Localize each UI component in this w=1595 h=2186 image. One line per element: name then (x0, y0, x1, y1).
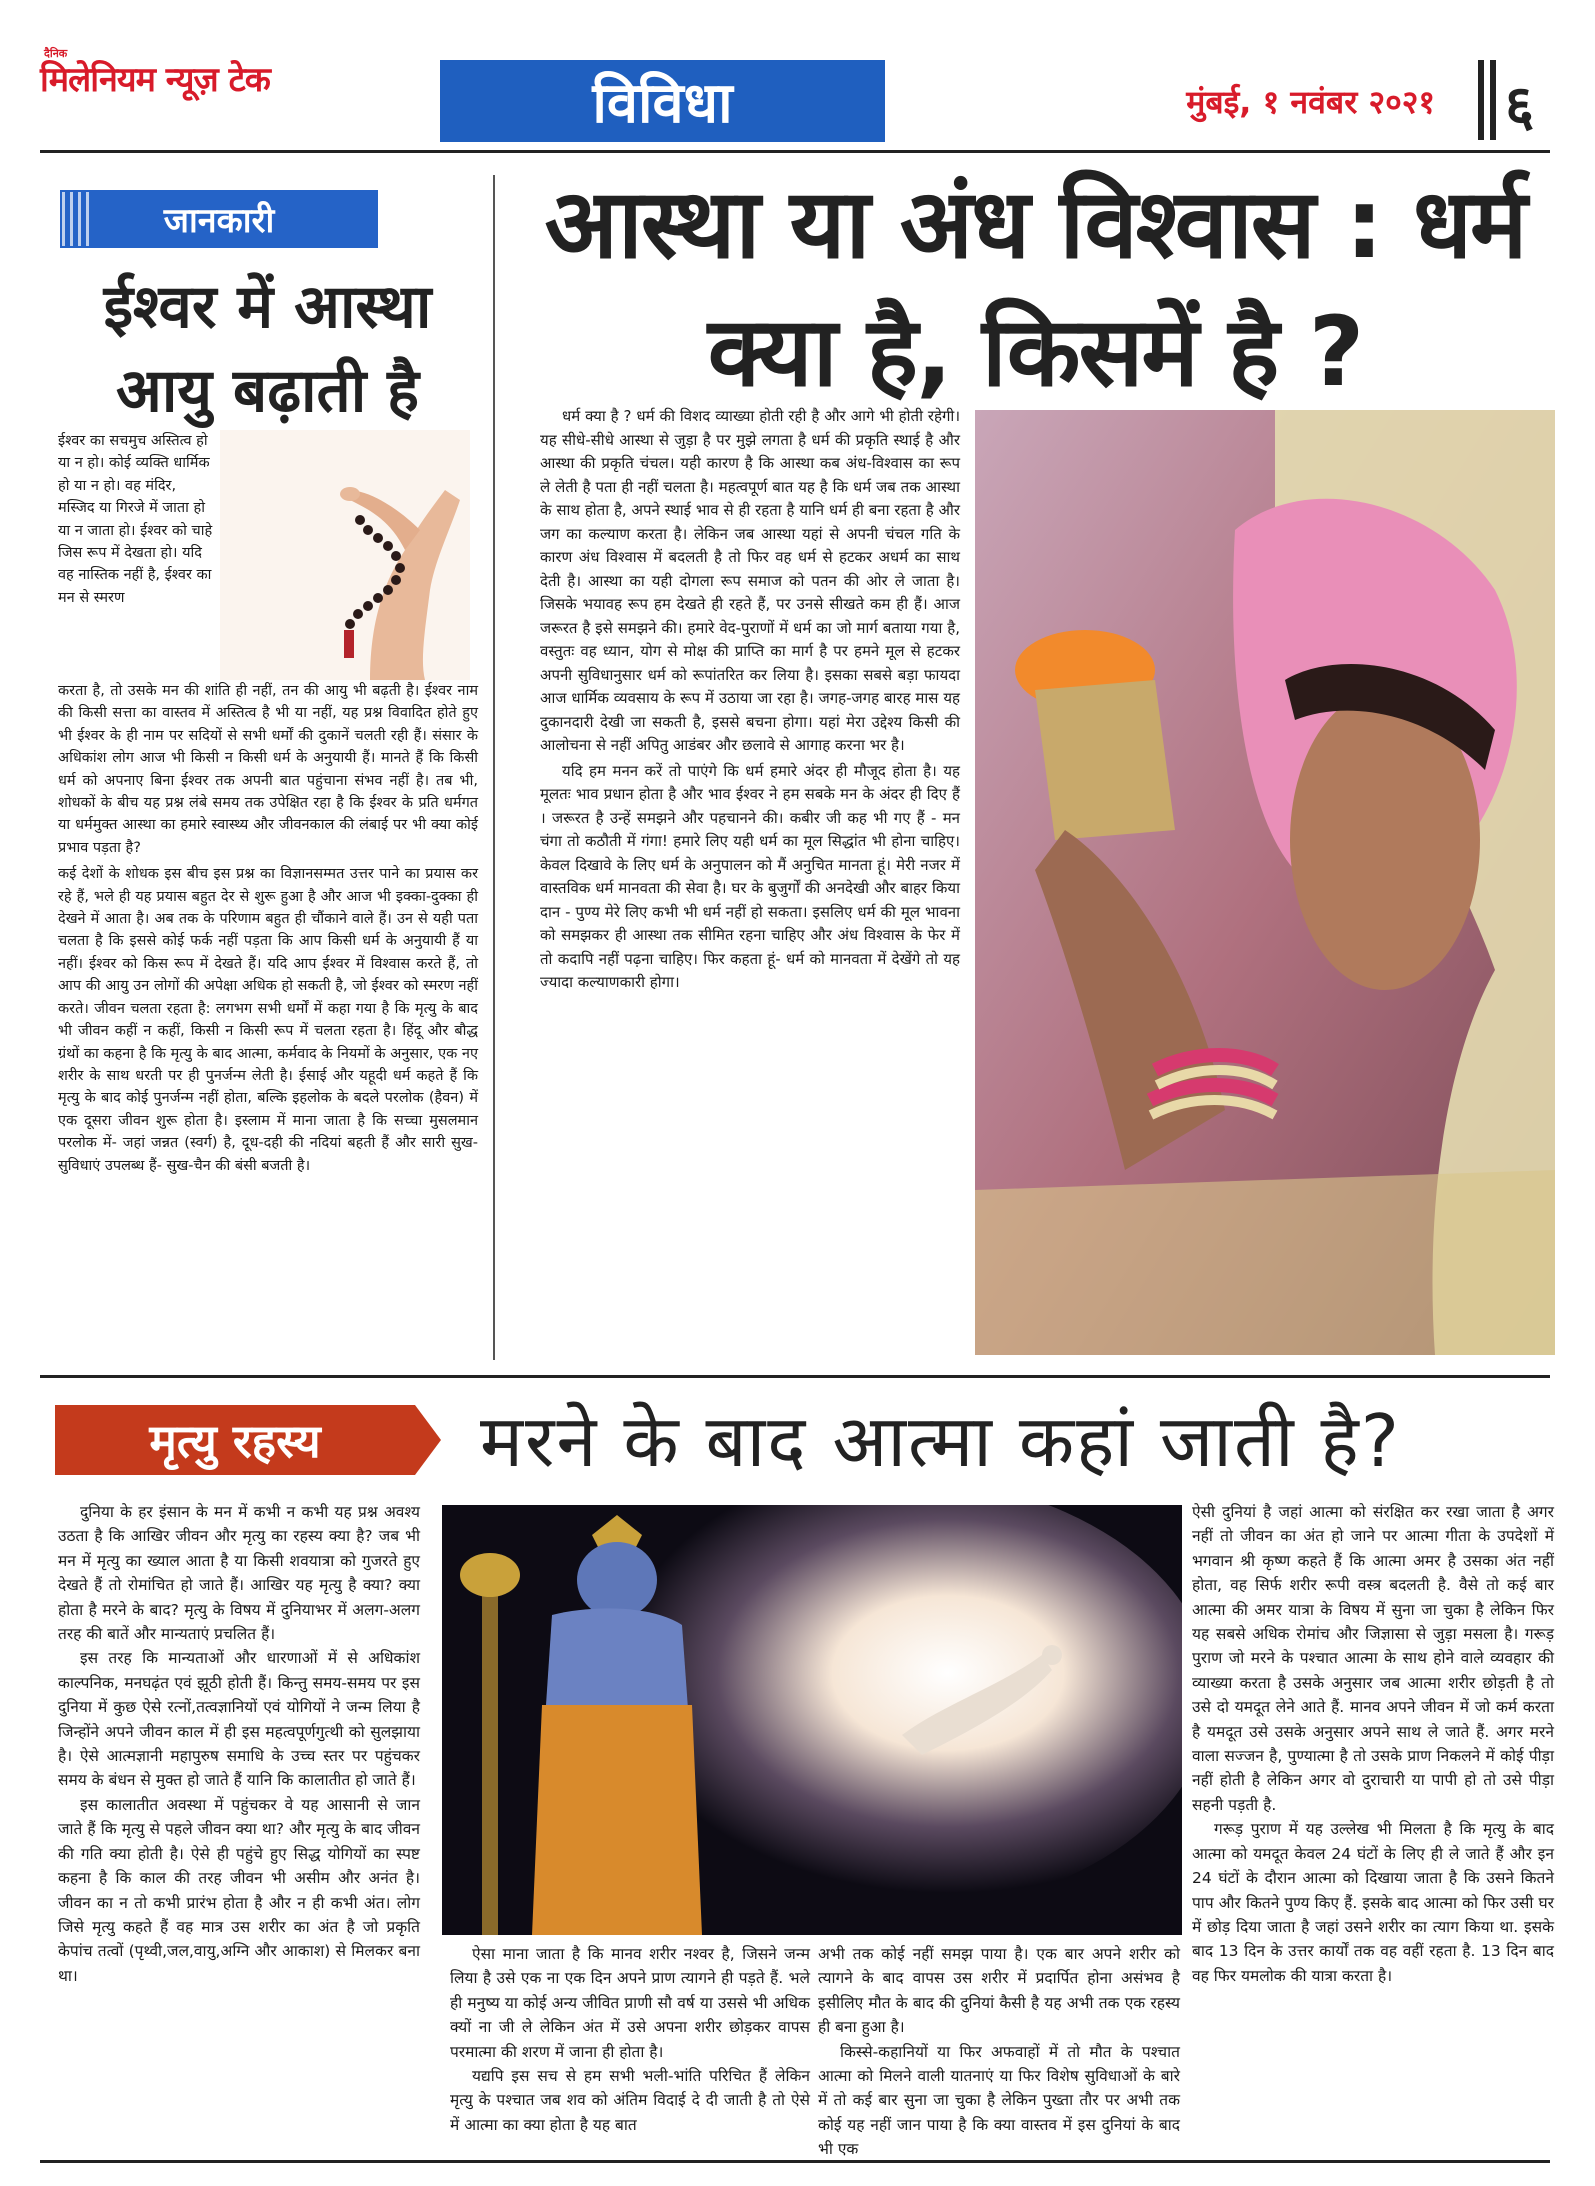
section-rule (40, 1375, 1550, 1378)
page-divider (1490, 60, 1496, 140)
mrityu-paragraph: इस कालातीत अवस्था में पहुंचकर वे यह आसानी से जान जाते हैं कि मृत्यु से पहले जीवन क्या था? और मृत्यु के बाद जीवन की गति क्या होती है। ऐसे ही पहुंचे हुए सिद्ध योगियों का स्पष्ट कहना है कि काल की तरह जीवन भी असीम और अनंत है। जीवन का न तो कभी प्रारंभ होता है और न ही कभी अंत। लोग जिसे मृत्यु कहते हैं वह मात्र उस शरीर का अंत है जो प्रकृति केपांच तत्वों (पृथ्वी,जल,वायु,अग्नि और आकाश) से मिलकर बना था। (58, 1795, 420, 1985)
main-article-body (540, 405, 960, 997)
paper-prefix: दैनिक (44, 47, 68, 60)
mrityu-paragraph: ऐसा माना जाता है कि मानव शरीर नश्वर है, जिसने जन्म लिया है उसे एक ना एक दिन अपने प्राण त्यागने ही पड़ते हैं. भले ही मनुष्य या कोई अन्य जीवित प्राणी सौ वर्ष या उससे भी अधिक क्यों ना जी ले लेकिन अंत में उसे अपना शरीर छोड़कर वापस परमात्मा की शरण में जाना ही होता है। (450, 1945, 810, 2061)
mrityu-paragraph: अभी तक कोई नहीं समझ पाया है। एक बार अपने शरीर को त्यागने के बाद वापस उस शरीर में प्रदार्पित होना असंभव है इसीलिए मौत के बाद की दुनियां कैसी है यह अभी तक एक रहस्य ही बना हुआ है। (818, 1945, 1180, 2037)
sidebar-headline-line1: ईश्वर में आस्था (103, 272, 432, 342)
tag-arrow (415, 1405, 441, 1475)
main-paragraph: धर्म क्या है ? धर्म की विशद व्याख्या होती रही है और आगे भी होती रहेगी। यह सीधे-सीधे आस्था से जुड़ा है पर मुझे लगता है धर्म की प्रकृति स्थाई है और आस्था की प्रकृति चंचल। यही कारण है कि आस्था कब अंध-विश्वास का रूप ले लेती है पता ही नहीं चलता है। महत्वपूर्ण बात यह है कि धर्म जब तक आस्था के साथ होता है, अपने स्थाई भाव से ही रहता है यानि धर्म ही बना रहता है और जग का कल्याण करता है। लेकिन जब आस्था यहां से अपनी चंचल गति के कारण अंध विश्वास में बदलती है तो फिर वह धर्म से हटकर अधर्म का साथ देती है। आस्था का यही दोगला रूप समाज को पतन की ओर ले जाता है। जिसके भयावह रूप हम देखते ही रहते हैं, पर उनसे सीखते कम ही हैं। आज जरूरत है इसे समझने की। हमारे वेद-पुराणों में धर्म का जो मार्ग बताया गया है, वस्तुतः वह ध्यान, योग से मोक्ष की प्राप्ति का मार्ग है पर हमने मूल से हटकर अपनी सुविधानुसार धर्म को रूपांतरित कर लिया है। इसका सबसे बड़ा फायदा आज धार्मिक व्यवसाय के रूप में उठाया जा रहा है। जगह-जगह बारह मास यह दुकानदारी देखी जा सकती है, इससे बचना होगा। यहां मेरा उद्देश्य किसी की आलोचना से नहीं अपितु आडंबर और छलावे से आगाह करना भर है। (540, 407, 960, 754)
mrityu-paragraph: दुनिया के हर इंसान के मन में कभी न कभी यह प्रश्न अवश्य उठता है कि आखिर जीवन और मृत्यु का रहस्य क्या है? जब भी मन में मृत्यु का ख्याल आता है या किसी शवयात्रा को गुजरते हुए देखते हैं तो रोमांचित हो जाते हैं। आखिर यह मृत्यु है क्या? क्या होता है मरने के बाद? मृत्यु के विषय में दुनियाभर में अलग-अलग तरह की बातें और मान्यताएं प्रचलित हैं। (58, 1503, 420, 1644)
dateline: मुंबई, १ नवंबर २०२१ (1186, 83, 1435, 121)
main-headline-line1: आस्था या अंध विश्वास : धर्म (544, 168, 1526, 280)
sidebar-headline (55, 265, 480, 433)
sidebar-headline-line2: आयु बढ़ाती है (115, 356, 420, 426)
header-rule (40, 150, 1550, 153)
footer-rule (40, 2160, 1550, 2163)
sidebar-body (58, 680, 478, 1181)
page-divider (1478, 60, 1484, 140)
meditation-hand-photo (220, 430, 470, 680)
main-paragraph: यदि हम मनन करें तो पाएंगे कि धर्म हमारे अंदर ही मौजूद होता है। यह मूलतः भाव प्रधान होता है और भाव ईश्वर ने हम सबके मन के अंदर ही दिए हैं । जरूरत है उन्हें समझने और पहचानने की। कबीर जी कह भी गए हैं - मन चंगा तो कठौती में गंगा! हमारे लिए यही धर्म का मूल सिद्धांत भी होना चाहिए। केवल दिखावे के लिए धर्म के अनुपालन को मैं अनुचित मानता हूं। मेरी नजर में वास्तविक धर्म मानवता की सेवा है। घर के बुजुर्गों की अनदेखी और बाहर किया दान - पुण्य मेरे लिए कभी भी धर्म नहीं हो सकता। इसलिए धर्म की मूल भावना को समझकर ही आस्था तक सीमित रहना चाहिए और अंध विश्वास के फेर में तो कदापि नहीं पढ़ना चाहिए। फिर कहता हूं- धर्म को मानवता में देखेंगे तो यह ज्यादा कल्याणकारी होगा। (540, 761, 960, 991)
section-title: विविधा (440, 60, 885, 142)
mrityu-paragraph: ऐसी दुनियां है जहां आत्मा को संरक्षित कर रखा जाता है अगर नहीं तो जीवन का अंत हो जाने पर आत्मा गीता के उपदेशों में भगवान श्री कृष्ण कहते हैं कि आत्मा अमर है उसका अंत नहीं होता, वह सिर्फ शरीर रूपी वस्त्र बदलती है. वैसे तो कई बार आत्मा की अमर यात्रा के विषय में सुना जा चुका है लेकिन फिर यह सबसे अधिक रोमांच और जिज्ञासा से जुड़ा मसला है। गरूड़ पुराण जो मरने के पश्चात आत्मा के साथ होने वाले व्यवहार की व्याख्या करता है उसके अनुसार जब आत्मा शरीर छोड़ती है तो उसे दो यमदूत लेने आते हैं. मानव अपने जीवन में जो कर्म करता है यमदूत उसे उसके अनुसार अपने साथ ले जाते हैं. अगर मरने वाला सज्जन है, पुण्यात्मा है तो उसके प्राण निकलने में कोई पीड़ा नहीं होती है लेकिन अगर वो दुराचारी या पापी हो तो उसे पीड़ा सहनी पड़ती है. (1192, 1503, 1554, 1814)
mrityu-column-1 (58, 1500, 420, 1988)
sidebar-paragraph: करता है, तो उसके मन की शांति ही नहीं, तन की आयु भी बढ़ती है। ईश्वर नाम की किसी सत्ता का वास्तव में अस्तित्व है भी या नहीं, यह प्रश्न विवादित होते हुए भी ईश्वर के ही नाम पर सदियों से सभी धर्मों की दुकानें चलती रही हैं। संसार के अधिकांश लोग आज भी किसी न किसी धर्म के अनुयायी हैं। मानते हैं कि किसी धर्म को अपनाए बिना ईश्वर तक अपनी बात पहुंचाना संभव नहीं है। तब भी, शोधकों के बीच यह प्रश्न लंबे समय तक उपेक्षित रहा है कि ईश्वर के प्रति धर्मगत या धर्ममुक्त आस्था का हमारे स्वास्थ्य और जीवनकाल की लंबाई पर भी क्या कोई प्रभाव पड़ता है? (58, 683, 478, 856)
main-headline (520, 160, 1550, 416)
mrityu-headline: मरने के बाद आत्मा कहां जाती है? (480, 1399, 1401, 1483)
jankari-tag: जानकारी (60, 190, 378, 248)
mrityu-column-3 (818, 1942, 1180, 2162)
mrityu-column-2 (450, 1942, 810, 2137)
mrityu-tag: मृत्यु रहस्य (55, 1405, 415, 1475)
mrityu-paragraph: गरूड़ पुराण में यह उल्लेख भी मिलता है कि मृत्यु के बाद आत्मा को यमदूत केवल 24 घंटों के लिए ही ले जाते हैं और इन 24 घंटों के दौरान आत्मा को दिखाया जाता है कि उसने कितने पाप और कितने पुण्य किए हैं. इसके बाद आत्मा को फिर उसी घर में छोड़ दिया जाता है जहां उसने शरीर का त्याग किया था. इसके बाद 13 दिन के उत्तर कार्यों तक वह वहीं रहता है. 13 दिन बाद वह फिर यमलोक की यात्रा करता है। (1192, 1820, 1554, 1985)
column-divider (493, 175, 495, 1360)
sidebar-paragraph: कई देशों के शोधक इस बीच इस प्रश्न का विज्ञानसम्मत उत्तर पाने का प्रयास कर रहे हैं, भले ही यह प्रयास बहुत देर से शुरू हुआ है और आज भी इक्का-दुक्का ही देखने में आता है। अब तक के परिणाम बहुत ही चौंकाने वाले हैं। उन से यही पता चलता है कि इससे कोई फर्क नहीं पड़ता कि आप किसी धर्म के अनुयायी हैं या नहीं। ईश्वर को किस रूप में देखते हैं। यदि आप ईश्वर में विश्वास करते हैं, तो आप की आयु उन लोगों की अपेक्षा अधिक हो सकती है, जो ईश्वर को स्मरण नहीं करते। जीवन चलता रहता है: लगभग सभी धर्मों में कहा गया है कि मृत्यु के बाद भी जीवन कहीं न कहीं, किसी न किसी रूप में चलता रहता है। हिंदू और बौद्ध ग्रंथों का कहना है कि मृत्यु के बाद आत्मा, कर्मवाद के नियमों के अनुसार, एक नए शरीर के साथ धरती पर ही पुनर्जन्म लेती है। ईसाई और यहूदी धर्म कहते हैं कि मृत्यु के बाद कोई पुनर्जन्म नहीं होता, बल्कि इहलोक के बदले परलोक (हैवन) में एक दूसरा जीवन शुरू होता है। इस्लाम में माना जाता है कि सच्चा मुसलमान परलोक में- जहां जन्नत (स्वर्ग) है, दूध-दही की नदियां बहती हैं और सारी सुख-सुविधाएं उपलब्ध हैं- सुख-चैन की बंसी बजती है। (58, 866, 478, 1174)
main-headline-line2: क्या है, किसमें है ? (707, 296, 1363, 408)
mrityu-paragraph: यद्यपि इस सच से हम सभी भली-भांति परिचित हैं लेकिन मृत्यु के पश्चात जब शव को अंतिम विदाई दे दी जाती है तो ऐसे में आत्मा का क्या होता है यह बात (450, 2067, 810, 2134)
yamraj-soul-illustration (442, 1505, 1182, 1935)
masthead: मिलेनियम न्यूज़ टेक (40, 60, 270, 100)
tag-stripes (62, 192, 92, 246)
mrityu-paragraph: किस्से-कहानियों या फिर अफवाहों में तो मौत के पश्चात आत्मा को मिलने वाली यातनाएं या फिर विशेष सुविधाओं के बारे में तो कई बार सुना जा चुका है लेकिन पुख्ता तौर पर अभी तक कोई यह नहीं जान पाया है कि क्या वास्तव में इस दुनियां के बाद भी एक (818, 2042, 1180, 2159)
mrityu-column-4 (1192, 1500, 1554, 1988)
woman-praying-photo (975, 410, 1555, 1355)
page-number: ६ (1505, 74, 1535, 139)
sidebar-intro: ईश्वर का सचमुच अस्तित्व हो या न हो। कोई व्यक्ति धार्मिक हो या न हो। वह मंदिर, मस्जिद या गिरजे में जाता हो या न जाता हो। ईश्वर को चाहे जिस रूप में देखता हो। यदि वह नास्तिक नहीं है, ईश्वर का मन से स्मरण (58, 433, 213, 606)
mrityu-paragraph: इस तरह कि मान्यताओं और धारणाओं में से अधिकांश काल्पनिक, मनघढ़ंत एवं झूठी होती हैं। किन्तु समय-समय पर इस दुनिया में कुछ ऐसे रत्नों,तत्वज्ञानियों एवं योगियों ने जन्म लिया है जिन्होंने अपने जीवन काल में ही इस महत्वपूर्णगुत्थी को सुलझाया है। ऐसे आत्मज्ञानी महापुरुष समाधि के उच्च स्तर पर पहुंचकर समय के बंधन से मुक्त हो जाते हैं यानि कि कालातीत हो जाते हैं। (58, 1649, 420, 1790)
